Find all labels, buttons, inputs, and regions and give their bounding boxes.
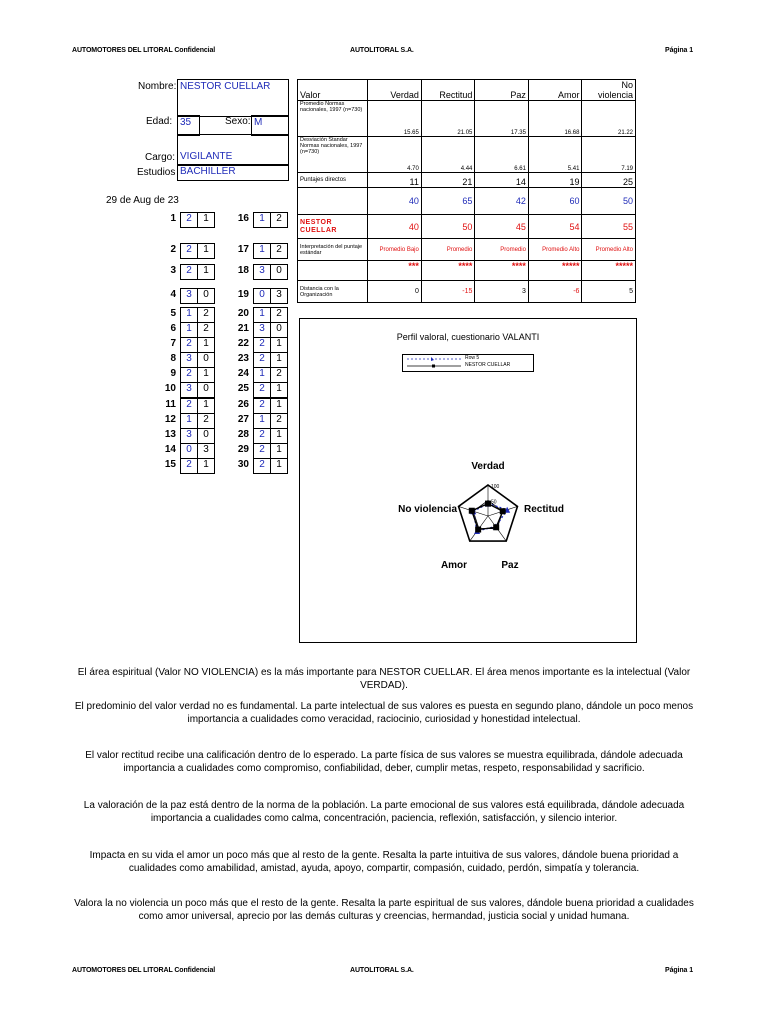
answer-b: 2	[270, 413, 288, 429]
answer-a: 1	[253, 212, 271, 228]
question-number: 6	[170, 323, 176, 334]
person-row-label: NESTOR CUELLAR	[298, 215, 368, 239]
table-header: Rectitud	[421, 80, 475, 101]
answer-b: 1	[270, 337, 288, 353]
sexo-box	[251, 115, 289, 136]
answer-b: 1	[270, 398, 288, 414]
footer-center: AUTOLITORAL S.A.	[350, 967, 414, 974]
chart-box	[299, 318, 637, 643]
cell: -15	[421, 281, 475, 303]
question-number: 18	[237, 265, 249, 276]
radar-point-person	[500, 508, 506, 514]
question-number: 15	[164, 459, 176, 470]
cell: 5.41	[528, 137, 582, 173]
answer-b: 1	[270, 443, 288, 459]
radar-axis-label: Paz	[501, 560, 519, 571]
cargo-box	[177, 134, 289, 166]
edad-box	[177, 115, 200, 136]
question-number: 4	[170, 289, 176, 300]
answer-b: 1	[197, 367, 215, 383]
answer-b: 2	[270, 367, 288, 383]
row-label: Desviación Standar Normas nacionales, 1997 (n=730)	[298, 137, 368, 173]
cell: *****	[528, 261, 582, 281]
cargo-label: Cargo:	[145, 152, 176, 163]
cell: 4.70	[368, 137, 422, 173]
cell: 3	[475, 281, 529, 303]
cell: 25	[582, 173, 636, 188]
answer-b: 1	[270, 352, 288, 368]
sexo-value: M	[254, 117, 263, 128]
answer-b: 1	[270, 428, 288, 444]
cell: 50	[421, 215, 475, 239]
footer-left: AUTOMOTORES DEL LITORAL Confidencial	[72, 967, 216, 974]
row-label: Distancia con la Organización	[298, 281, 368, 303]
question-number: 2	[170, 244, 176, 255]
cell: 60	[528, 188, 582, 215]
question-number: 26	[237, 399, 249, 410]
answer-a: 0	[253, 288, 271, 304]
question-number: 23	[237, 353, 249, 364]
cell: 19	[528, 173, 582, 188]
answer-a: 2	[253, 443, 271, 459]
answer-a: 0	[180, 443, 198, 459]
paragraph: El valor rectitud recibe una calificación dentro de lo esperado. La parte física de sus valores se muestra equilibrada, dándole adecuada importancia a cualidades como compromiso, confiabilidad, deber, cumplir metas, respeto, responsabilidad y sacrificio.	[85, 750, 683, 774]
answer-a: 3	[180, 288, 198, 304]
question-number: 8	[170, 353, 176, 364]
question-number: 25	[237, 383, 249, 394]
cell: 6.61	[475, 137, 529, 173]
answer-b: 2	[197, 307, 215, 323]
paragraph: Impacta en su vida el amor un poco más que al resto de la gente. Resalta la parte intuitiva de sus valores, dándole buena prioridad a cualidades como amabilidad, amistad, ayuda, apoyo, compartir, compasión, cuidado, perdón, simpatía y tolerancia.	[89, 850, 679, 874]
cell: 40	[368, 188, 422, 215]
table-header: Valor	[298, 80, 368, 101]
cell: *****	[582, 261, 636, 281]
chart-title: Perfil valoral, cuestionario VALANTI	[396, 332, 540, 342]
answer-a: 2	[253, 458, 271, 474]
cell: -6	[528, 281, 582, 303]
radar-point-person	[475, 527, 481, 533]
answer-b: 2	[197, 322, 215, 338]
answer-a: 3	[180, 382, 198, 398]
cell: Promedio Alto	[528, 239, 582, 261]
answer-b: 1	[197, 337, 215, 353]
answer-b: 3	[270, 288, 288, 304]
answer-b: 0	[270, 322, 288, 338]
answer-b: 0	[270, 264, 288, 280]
answer-a: 1	[253, 243, 271, 259]
values-table	[297, 79, 636, 303]
cell: 14	[475, 173, 529, 188]
table-header: No violencia	[582, 80, 636, 101]
estudios-box	[177, 164, 289, 181]
question-number: 27	[237, 414, 249, 425]
answer-a: 3	[180, 352, 198, 368]
answer-a: 1	[180, 307, 198, 323]
radar-tick-label: 100	[491, 484, 500, 490]
question-number: 14	[164, 444, 176, 455]
sexo-label: Sexo:	[225, 116, 251, 127]
question-number: 28	[237, 429, 249, 440]
answer-a: 3	[253, 322, 271, 338]
header-right: Página 1	[665, 47, 693, 54]
nombre-label: Nombre:	[138, 81, 177, 92]
cell: 42	[475, 188, 529, 215]
date: 29 de Aug de 23	[106, 195, 179, 206]
cell: 11	[368, 173, 422, 188]
radar-axis-label: Rectitud	[524, 504, 564, 515]
legend-label-row5: Row 5	[465, 355, 480, 361]
answer-a: 3	[180, 428, 198, 444]
edad-label: Edad:	[146, 116, 173, 127]
paragraph: El área espiritual (Valor NO VIOLENCIA) es la más importante para NESTOR CUELLAR. El área menos importante es la intelectual (Valor VERDAD).	[77, 667, 691, 691]
cell: 50	[582, 188, 636, 215]
answer-a: 1	[180, 322, 198, 338]
answer-a: 2	[180, 367, 198, 383]
answer-a: 2	[180, 398, 198, 414]
header-left: AUTOMOTORES DEL LITORAL Confidencial	[72, 47, 216, 54]
row-label: Interpretación del puntaje estándar	[298, 239, 368, 261]
cell: Promedio	[421, 239, 475, 261]
question-number: 11	[165, 399, 176, 410]
question-number: 29	[237, 444, 249, 455]
cell: Promedio	[475, 239, 529, 261]
radar-axis-label: Amor	[440, 560, 468, 571]
cell: 7.19	[582, 137, 636, 173]
question-number: 19	[237, 289, 249, 300]
question-number: 24	[237, 368, 249, 379]
cell: 45	[475, 215, 529, 239]
cell: 21	[421, 173, 475, 188]
radar-point-person	[469, 508, 475, 514]
cell: 5	[582, 281, 636, 303]
table-header: Amor	[528, 80, 582, 101]
radar-tick-label: 50	[491, 499, 497, 506]
answer-a: 2	[180, 337, 198, 353]
answer-a: 1	[253, 367, 271, 383]
question-number: 10	[164, 383, 176, 394]
radar-point-person	[485, 501, 491, 507]
cell: 55	[582, 215, 636, 239]
answer-b: 0	[197, 382, 215, 398]
edad-value: 35	[180, 117, 192, 128]
radar-axis-label: No violencia	[398, 504, 457, 515]
legend-label-person: NESTOR CUELLAR	[465, 362, 511, 368]
radar-chart	[300, 319, 636, 642]
question-number: 17	[237, 244, 249, 255]
question-number: 21	[237, 323, 249, 334]
answer-a: 3	[253, 264, 271, 280]
table-header: Paz	[475, 80, 529, 101]
answer-b: 1	[197, 243, 215, 259]
table-header: Verdad	[368, 80, 422, 101]
question-number: 13	[164, 429, 176, 440]
answer-a: 1	[180, 413, 198, 429]
header-center: AUTOLITORAL S.A.	[350, 47, 414, 54]
answer-a: 2	[253, 398, 271, 414]
question-number: 9	[170, 368, 176, 379]
row-label: Puntajes directos	[298, 173, 368, 188]
answer-b: 1	[270, 382, 288, 398]
estudios-label: Estudios	[137, 167, 176, 178]
question-number: 7	[170, 338, 176, 349]
question-number: 22	[237, 338, 249, 349]
paragraph: El predominio del valor verdad no es fundamental. La parte intelectual de sus valores es puesta en segundo plano, dándole un poco menos importancia a cualidades como veracidad, raciocinio, curiosidad y honestidad intelectual.	[74, 701, 694, 725]
nombre-value: NESTOR CUELLAR	[180, 81, 271, 92]
cell: ****	[421, 261, 475, 281]
answer-a: 2	[180, 458, 198, 474]
radar-axis-label: Verdad	[471, 461, 505, 472]
answer-a: 2	[180, 264, 198, 280]
cell: ****	[475, 261, 529, 281]
question-number: 1	[170, 213, 176, 224]
answer-b: 2	[197, 413, 215, 429]
answer-a: 2	[253, 382, 271, 398]
answer-b: 2	[270, 243, 288, 259]
cell: 21.05	[421, 101, 475, 137]
answer-b: 2	[270, 212, 288, 228]
row-label: Promedio Normas nacionales, 1997 (n=730)	[298, 101, 368, 137]
answer-b: 3	[197, 443, 215, 459]
answer-a: 2	[180, 212, 198, 228]
row-label	[298, 261, 368, 281]
cell: 54	[528, 215, 582, 239]
answer-b: 1	[197, 212, 215, 228]
row-label	[298, 188, 368, 215]
answer-a: 1	[253, 307, 271, 323]
question-number: 20	[237, 308, 249, 319]
cargo-value: VIGILANTE	[180, 151, 233, 162]
answer-b: 1	[197, 398, 215, 414]
cell: Promedio Bajo	[368, 239, 422, 261]
cell: Promedio Alto	[582, 239, 636, 261]
question-number: 5	[170, 308, 176, 319]
answer-b: 0	[197, 428, 215, 444]
cell: 0	[368, 281, 422, 303]
radar-point-person	[493, 524, 499, 530]
cell: 40	[368, 215, 422, 239]
answer-a: 2	[253, 337, 271, 353]
cell: 21.22	[582, 101, 636, 137]
question-number: 3	[170, 265, 176, 276]
answer-a: 1	[253, 413, 271, 429]
cell: 65	[421, 188, 475, 215]
paragraph: La valoración de la paz está dentro de la norma de la población. La parte emocional de sus valores está equilibrada, dándole adecuada importancia a cualidades como calma, concentración, paciencia, reflexión, satisfacción, y silencio interior.	[83, 800, 685, 824]
paragraph: Valora la no violencia un poco más que el resto de la gente. Resalta la parte espiritual de sus valores, dándole buena prioridad a cualidades como amor universal, aprecio por las demás culturas y creencias, hermandad, justicia social y unidad humana.	[74, 898, 694, 922]
cell: ***	[368, 261, 422, 281]
estudios-value: BACHILLER	[180, 166, 236, 177]
footer-right: Página 1	[665, 967, 693, 974]
question-number: 16	[237, 213, 249, 224]
answer-b: 1	[197, 264, 215, 280]
nombre-box	[177, 79, 289, 117]
question-number: 12	[164, 414, 176, 425]
cell: 15.65	[368, 101, 422, 137]
cell: 17.35	[475, 101, 529, 137]
answer-a: 2	[253, 428, 271, 444]
answer-b: 0	[197, 288, 215, 304]
cell: 16.68	[528, 101, 582, 137]
question-number: 30	[237, 459, 249, 470]
answer-b: 2	[270, 307, 288, 323]
answer-b: 1	[270, 458, 288, 474]
answer-b: 0	[197, 352, 215, 368]
answer-a: 2	[180, 243, 198, 259]
cell: 4.44	[421, 137, 475, 173]
answer-a: 2	[253, 352, 271, 368]
answer-b: 1	[197, 458, 215, 474]
